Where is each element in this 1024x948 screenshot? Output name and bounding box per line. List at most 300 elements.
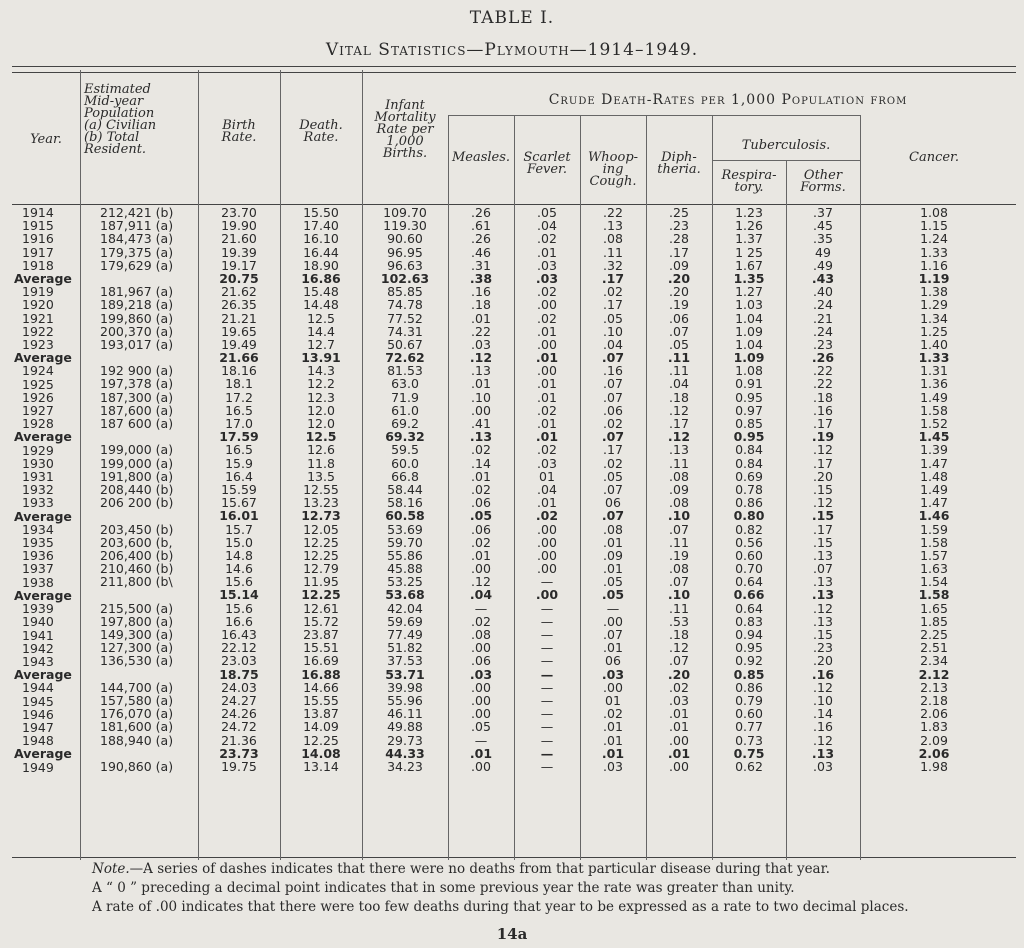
- table-cell-whoop: .01: [603, 732, 623, 748]
- table-cell-scarlet: —: [540, 732, 554, 748]
- table-cell-whoop: .05: [601, 587, 625, 603]
- table-cell-birth: 21.21: [221, 310, 257, 326]
- table-cell-year: 1932: [22, 482, 54, 498]
- table-cell-measles: .18: [471, 297, 491, 313]
- table-cell-birth: 24.27: [221, 692, 257, 708]
- table-cell-pop: 192 900 (a): [100, 363, 174, 379]
- table-cell-whoop: .07: [603, 389, 623, 405]
- death-rate-column: [282, 206, 360, 773]
- table-cell-resp: 0.86: [735, 679, 763, 695]
- table-cell-measles: .14: [471, 455, 491, 471]
- table-cell-pop: 212,421 (b): [100, 205, 174, 220]
- table-cell-other: .12: [813, 495, 833, 511]
- table-cell-infant: 50.67: [387, 336, 423, 352]
- table-cell-infant: 53.25: [387, 574, 423, 590]
- table-cell-death: 12.0: [307, 416, 335, 431]
- table-cell-birth: 15.6: [225, 600, 253, 616]
- table-cell-infant: 55.96: [387, 692, 423, 708]
- table-cell-scarlet: .02: [535, 508, 559, 524]
- table-cell-measles: .02: [471, 481, 491, 497]
- table-cell-diph: .08: [669, 495, 689, 511]
- table-cell-whoop: .07: [601, 429, 625, 445]
- table-cell-whoop: 06: [605, 495, 621, 511]
- table-cell-pop: 206,400 (b): [100, 547, 174, 563]
- table-cell-birth: 23.73: [219, 745, 259, 761]
- table-cell-pop: 197,800 (a): [100, 613, 174, 629]
- table-cell-measles: .03: [471, 336, 491, 352]
- table-cell-diph: .01: [667, 745, 691, 761]
- table-cell-pop: 149,300 (a): [100, 627, 174, 642]
- table-cell-measles: .00: [471, 706, 491, 722]
- table-cell-whoop: .05: [603, 310, 623, 326]
- table-cell-cancer: 1.40: [920, 336, 948, 352]
- table-cell-diph: .53: [669, 613, 689, 629]
- table-cell-cancer: 1.16: [920, 257, 948, 273]
- table-cell-pop: 199,000 (a): [100, 455, 174, 471]
- table-cell-diph: .08: [669, 561, 689, 577]
- table-title: TABLE I.: [469, 8, 555, 28]
- table-cell-scarlet: .03: [535, 270, 559, 286]
- table-cell-cancer: 1.83: [920, 719, 948, 735]
- table-cell-measles: .01: [471, 310, 491, 326]
- table-cell-death: 12.6: [307, 442, 335, 458]
- cancer-column: [860, 206, 1008, 773]
- table-cell-scarlet: .00: [537, 547, 557, 563]
- table-cell-measles: .08: [471, 627, 491, 642]
- table-cell-year: 1948: [22, 733, 54, 749]
- table-cell-death: 15.51: [303, 640, 339, 656]
- table-cell-scarlet: —: [540, 679, 554, 695]
- table-cell-scarlet: —: [540, 692, 554, 708]
- table-cell-death: 16.88: [301, 666, 341, 682]
- table-cell-whoop: .07: [603, 481, 623, 497]
- table-cell-measles: .12: [471, 574, 491, 590]
- table-cell-whoop: .05: [603, 468, 623, 484]
- table-cell-birth: 14.8: [225, 547, 253, 563]
- table-cell-measles: .26: [471, 231, 491, 247]
- table-cell-other: .17: [813, 455, 833, 471]
- table-cell-infant: 45.88: [387, 561, 423, 577]
- header-death-rate: Death. Rate.: [299, 118, 343, 145]
- table-cell-measles: .41: [471, 416, 491, 431]
- table-cell-year: 1925: [22, 376, 54, 392]
- table-cell-resp: 0.85: [735, 416, 763, 431]
- table-cell-pop: 215,500 (a): [100, 600, 174, 616]
- table-cell-cancer: 1.47: [920, 495, 948, 511]
- table-cell-birth: 16.5: [225, 402, 253, 418]
- table-cell-cancer: 1.59: [920, 521, 948, 537]
- table-cell-cancer: 1.25: [920, 323, 948, 339]
- table-cell-year: 1936: [22, 548, 54, 564]
- table-cell-diph: .06: [669, 310, 689, 326]
- table-cell-whoop: .05: [603, 574, 623, 590]
- table-cell-other: .17: [813, 416, 833, 431]
- table-cell-diph: .05: [669, 336, 689, 352]
- table-cell-other: .20: [813, 653, 833, 669]
- table-cell-year: 1939: [22, 601, 54, 617]
- table-cell-cancer: 2.12: [918, 666, 950, 682]
- table-cell-pop: 203,450 (b): [100, 521, 174, 537]
- table-cell-infant: 53.71: [385, 666, 425, 682]
- table-cell-death: 14.09: [303, 719, 339, 735]
- table-cell-year: 1918: [22, 257, 54, 273]
- table-cell-infant: 102.63: [380, 270, 430, 286]
- header-other-forms: Other Forms.: [800, 168, 846, 195]
- table-cell-resp: 0.62: [735, 758, 763, 774]
- table-cell-death: 12.55: [303, 481, 339, 497]
- table-subtitle: Vital Statistics—Plymouth—1914–1949.: [325, 40, 699, 60]
- table-cell-cancer: 2.06: [920, 706, 948, 722]
- table-cell-measles: .13: [471, 363, 491, 379]
- table-cell-year: 1946: [22, 706, 54, 722]
- table-cell-scarlet: —: [540, 600, 554, 616]
- table-cell-measles: .05: [469, 508, 493, 524]
- table-cell-other: .03: [813, 758, 833, 774]
- table-cell-whoop: .01: [601, 745, 625, 761]
- table-cell-measles: .01: [471, 468, 491, 484]
- table-cell-infant: 53.68: [385, 587, 425, 603]
- table-cell-scarlet: .01: [537, 376, 557, 392]
- table-cell-resp: 0.95: [735, 389, 763, 405]
- table-cell-birth: 21.36: [221, 732, 257, 748]
- table-cell-diph: .11: [669, 534, 689, 550]
- table-cell-birth: 15.6: [225, 574, 253, 590]
- table-cell-other: .15: [813, 481, 833, 497]
- table-cell-infant: 46.11: [387, 706, 423, 722]
- table-cell-cancer: 1.58: [920, 402, 948, 418]
- table-cell-year: 1937: [22, 561, 54, 577]
- note-line-2: A “ 0 ” preceding a decimal point indicates that in some previous year the rate was greater than unity.: [92, 880, 795, 896]
- other-tb-column: [786, 206, 860, 773]
- table-cell-diph: .11: [667, 350, 691, 366]
- table-cell-whoop: .10: [603, 323, 623, 339]
- table-cell-scarlet: .01: [537, 389, 557, 405]
- table-cell-measles: .31: [471, 257, 491, 273]
- table-cell-year: Average: [14, 746, 72, 762]
- table-cell-year: 1916: [22, 231, 54, 247]
- table-cell-pop: 211,800 (b\: [100, 574, 173, 590]
- table-cell-year: 1928: [22, 416, 54, 432]
- table-cell-birth: 24.72: [221, 719, 257, 735]
- table-cell-diph: .10: [667, 508, 691, 524]
- table-cell-year: Average: [14, 587, 72, 603]
- table-cell-birth: 26.35: [221, 297, 257, 313]
- table-cell-pop: 190,860 (a): [100, 758, 174, 774]
- table-cell-pop: 197,378 (a): [100, 376, 174, 392]
- table-cell-diph: .04: [669, 376, 689, 392]
- table-cell-diph: .07: [669, 653, 689, 669]
- table-cell-death: 16.10: [303, 231, 339, 247]
- table-cell-other: .24: [813, 297, 833, 313]
- table-cell-infant: 59.69: [387, 613, 423, 629]
- table-cell-cancer: 1.54: [920, 574, 948, 590]
- table-cell-infant: 72.62: [385, 350, 425, 366]
- table-cell-whoop: 06: [605, 653, 621, 669]
- table-cell-cancer: 1.57: [920, 547, 948, 563]
- table-cell-diph: .20: [667, 666, 691, 682]
- table-cell-whoop: .03: [603, 758, 623, 774]
- table-cell-infant: 109.70: [383, 205, 427, 220]
- table-cell-death: 13.91: [301, 350, 341, 366]
- table-cell-year: Average: [14, 429, 72, 445]
- table-cell-pop: 179,629 (a): [100, 257, 174, 273]
- table-cell-whoop: .17: [601, 270, 625, 286]
- header-whooping-cough: Whoop- ing Cough.: [587, 150, 639, 189]
- table-cell-pop: 179,375 (a): [100, 244, 174, 260]
- table-cell-infant: 74.78: [387, 297, 423, 313]
- table-cell-scarlet: .01: [537, 416, 557, 431]
- table-cell-cancer: 1.48: [920, 468, 948, 484]
- table-cell-year: 1917: [22, 244, 54, 260]
- table-cell-year: 1931: [22, 469, 54, 485]
- table-cell-cancer: 2.09: [920, 732, 948, 748]
- table-cell-whoop: .08: [603, 521, 623, 537]
- table-cell-other: .19: [811, 429, 835, 445]
- table-cell-whoop: 01: [605, 692, 621, 708]
- table-cell-year: 1923: [22, 337, 54, 353]
- table-cell-cancer: 2.34: [920, 653, 948, 669]
- table-cell-diph: .01: [669, 719, 689, 735]
- table-cell-death: 12.0: [307, 402, 335, 418]
- table-cell-cancer: 1.58: [918, 587, 950, 603]
- table-cell-birth: 19.49: [221, 336, 257, 352]
- table-cell-resp: 1.37: [735, 231, 763, 247]
- header-crude-death-rates: Crude Death-Rates per 1,000 Population from: [548, 92, 908, 108]
- table-cell-other: .23: [813, 336, 833, 352]
- table-cell-birth: 19.90: [221, 218, 257, 234]
- table-cell-cancer: 1.19: [918, 270, 950, 286]
- table-cell-diph: .12: [667, 429, 691, 445]
- table-cell-infant: 39.98: [387, 679, 423, 695]
- table-cell-measles: .22: [471, 323, 491, 339]
- table-cell-whoop: .04: [603, 336, 623, 352]
- table-cell-other: .16: [811, 666, 835, 682]
- table-cell-pop: [100, 588, 196, 601]
- table-cell-whoop: .02: [603, 284, 623, 300]
- table-cell-death: 12.79: [303, 561, 339, 577]
- table-cell-other: 49: [815, 244, 831, 260]
- table-cell-cancer: 1.45: [918, 429, 950, 445]
- table-cell-scarlet: —: [540, 640, 554, 656]
- table-cell-infant: 60.0: [391, 455, 419, 471]
- table-cell-other: .15: [811, 508, 835, 524]
- table-cell-scarlet: .04: [537, 481, 557, 497]
- table-cell-scarlet: —: [540, 627, 554, 642]
- table-cell-diph: .17: [669, 244, 689, 260]
- table-cell-birth: 15.14: [219, 587, 259, 603]
- table-cell-whoop: .07: [603, 376, 623, 392]
- table-cell-measles: —: [474, 732, 488, 748]
- table-cell-year: 1929: [22, 442, 54, 458]
- table-cell-cancer: 1.29: [920, 297, 948, 313]
- table-cell-scarlet: .02: [537, 284, 557, 300]
- table-cell-year: 1949: [22, 759, 54, 775]
- table-cell-pop: 144,700 (a): [100, 679, 174, 695]
- table-cell-whoop: .08: [603, 231, 623, 247]
- table-cell-measles: .02: [471, 613, 491, 629]
- table-cell-birth: 19.39: [221, 244, 257, 260]
- table-cell-diph: .28: [669, 231, 689, 247]
- table-cell-resp: 1 25: [735, 244, 763, 260]
- table-cell-resp: 0.95: [735, 640, 763, 656]
- table-cell-cancer: 1.46: [918, 508, 950, 524]
- table-cell-whoop: .07: [603, 627, 623, 642]
- table-cell-scarlet: .00: [537, 561, 557, 577]
- table-cell-other: .37: [813, 205, 833, 220]
- table-cell-year: 1919: [22, 284, 54, 300]
- whooping-cough-column: [580, 206, 646, 773]
- table-cell-resp: 0.94: [735, 627, 763, 642]
- header-diphtheria: Diph- theria.: [657, 150, 701, 177]
- table-cell-death: 15.48: [303, 284, 339, 300]
- table-cell-pop: 136,530 (a): [100, 653, 174, 669]
- table-cell-scarlet: —: [540, 745, 554, 761]
- table-cell-pop: 199,860 (a): [100, 310, 174, 326]
- year-column: [14, 206, 78, 774]
- table-cell-resp: 1.04: [735, 336, 763, 352]
- table-cell-other: .40: [813, 284, 833, 300]
- table-cell-measles: .00: [471, 758, 491, 774]
- table-cell-birth: 16.4: [225, 468, 253, 484]
- table-cell-other: .13: [813, 613, 833, 629]
- table-cell-death: 17.40: [303, 218, 339, 234]
- table-cell-birth: 19.17: [221, 257, 257, 273]
- table-cell-measles: .01: [469, 745, 493, 761]
- table-cell-measles: .10: [471, 389, 491, 405]
- table-cell-whoop: .00: [603, 613, 623, 629]
- table-cell-infant: 60.58: [385, 508, 425, 524]
- table-cell-resp: 0.92: [735, 653, 763, 669]
- table-cell-resp: 0.75: [733, 745, 765, 761]
- divider: [280, 70, 281, 860]
- table-cell-year: 1922: [22, 323, 54, 339]
- table-cell-other: .45: [813, 218, 833, 234]
- table-cell-scarlet: .02: [537, 442, 557, 458]
- table-cell-resp: 0.60: [735, 706, 763, 722]
- table-cell-year: 1943: [22, 653, 54, 669]
- table-cell-pop: 203,600 (b,: [100, 534, 173, 550]
- table-cell-measles: .26: [471, 205, 491, 220]
- table-cell-measles: .05: [471, 719, 491, 735]
- table-cell-cancer: 1.39: [920, 442, 948, 458]
- table-cell-other: .23: [813, 640, 833, 656]
- table-cell-whoop: .17: [603, 442, 623, 458]
- table-cell-resp: 1.03: [735, 297, 763, 313]
- table-cell-whoop: .32: [603, 257, 623, 273]
- table-cell-whoop: .01: [603, 640, 623, 656]
- table-cell-scarlet: .02: [537, 231, 557, 247]
- scarlet-fever-column: [514, 206, 580, 773]
- table-cell-birth: 15.9: [225, 455, 253, 471]
- table-cell-birth: 24.26: [221, 706, 257, 722]
- table-cell-resp: 0.91: [735, 376, 763, 392]
- table-cell-scarlet: .01: [537, 495, 557, 511]
- table-cell-infant: 29.73: [387, 732, 423, 748]
- table-cell-whoop: .03: [601, 666, 625, 682]
- note-text-1: —A series of dashes indicates that there were no deaths from that particular disease during that year.: [129, 861, 830, 877]
- header-measles: Measles.: [451, 150, 511, 165]
- table-cell-death: 12.7: [307, 336, 335, 352]
- table-cell-measles: .16: [471, 284, 491, 300]
- table-cell-scarlet: —: [540, 613, 554, 629]
- table-cell-pop: [100, 509, 196, 522]
- table-cell-resp: 1.23: [735, 205, 763, 220]
- table-cell-diph: .08: [669, 468, 689, 484]
- note-line-1: [92, 860, 909, 879]
- table-cell-pop: 200,370 (a): [100, 323, 174, 339]
- table-cell-cancer: 2.18: [920, 692, 948, 708]
- table-cell-year: Average: [14, 271, 72, 287]
- table-cell-measles: .61: [471, 218, 491, 234]
- table-cell-birth: 24.03: [221, 679, 257, 695]
- table-cell-death: 12.25: [303, 547, 339, 563]
- table-cell-year: 1945: [22, 693, 54, 709]
- table-cell-resp: 0.64: [735, 600, 763, 616]
- table-cell-cancer: 1.52: [920, 416, 948, 431]
- table-cell-birth: 21.66: [219, 350, 259, 366]
- table-cell-death: 15.50: [303, 205, 339, 220]
- table-cell-birth: 15.59: [221, 481, 257, 497]
- table-cell-death: 13.23: [303, 495, 339, 511]
- table-cell-whoop: .02: [603, 455, 623, 471]
- table-cell-diph: .02: [669, 679, 689, 695]
- table-cell-scarlet: .05: [537, 205, 557, 220]
- table-cell-scarlet: .00: [537, 521, 557, 537]
- table-cell-other: .24: [813, 323, 833, 339]
- table-cell-whoop: .07: [601, 508, 625, 524]
- table-cell-death: 13.5: [307, 468, 335, 484]
- table-cell-year: 1926: [22, 389, 54, 405]
- table-cell-infant: 71.9: [391, 389, 419, 405]
- table-cell-cancer: 1.65: [920, 600, 948, 616]
- table-cell-cancer: 1.49: [920, 481, 948, 497]
- table-cell-year: 1935: [22, 535, 54, 551]
- table-cell-year: Average: [14, 508, 72, 524]
- table-cell-death: 14.4: [307, 323, 335, 339]
- table-cell-birth: 14.6: [225, 561, 253, 577]
- table-cell-death: 14.08: [301, 745, 341, 761]
- table-cell-measles: —: [474, 600, 488, 616]
- table-cell-scarlet: .00: [537, 534, 557, 550]
- table-cell-measles: .02: [471, 442, 491, 458]
- birth-rate-column: [200, 206, 278, 773]
- table-cell-diph: .10: [667, 587, 691, 603]
- header-population: Estimated Mid-year Population (a) Civilian (b) Total Resident.: [84, 82, 157, 157]
- table-cell-year: 1938: [22, 574, 54, 590]
- table-cell-cancer: 1.33: [920, 244, 948, 260]
- table-cell-infant: 51.82: [387, 640, 423, 656]
- table-cell-scarlet: —: [540, 758, 554, 774]
- table-cell-other: .14: [813, 706, 833, 722]
- table-cell-pop: 189,218 (a): [100, 297, 174, 313]
- table-cell-resp: 0.77: [735, 719, 763, 735]
- table-cell-resp: 1.04: [735, 310, 763, 326]
- header-year: Year.: [30, 132, 62, 147]
- table-cell-scarlet: .00: [537, 297, 557, 313]
- table-cell-other: .22: [813, 376, 833, 392]
- table-cell-diph: .03: [669, 692, 689, 708]
- table-cell-scarlet: .02: [537, 310, 557, 326]
- top-rule: [12, 66, 1016, 67]
- table-cell-other: .15: [813, 534, 833, 550]
- table-cell-year: 1940: [22, 614, 54, 630]
- table-cell-scarlet: .00: [537, 336, 557, 352]
- note-label: Note.: [92, 861, 130, 877]
- table-cell-infant: 61.0: [391, 402, 419, 418]
- table-cell-infant: 42.04: [387, 600, 423, 616]
- table-cell-resp: 0.83: [735, 613, 763, 629]
- table-cell-pop: 187,911 (a): [100, 218, 174, 234]
